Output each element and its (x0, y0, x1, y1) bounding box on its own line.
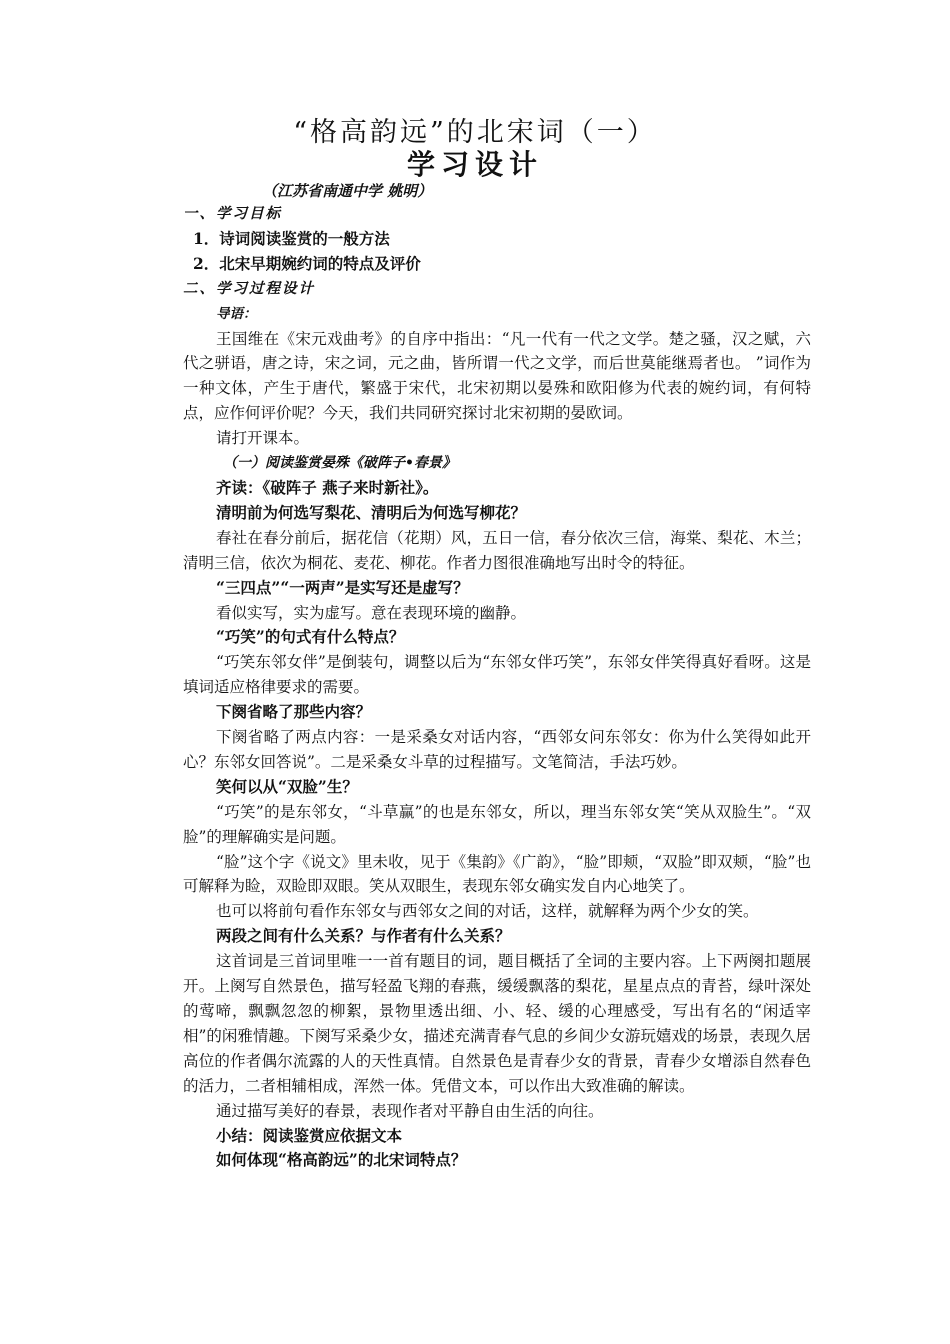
answer-4: 下阕省略了两点内容：一是采桑女对话内容，“西邻女问东邻女：你为什么笑得如此开心？东邻女回答说”。二是采桑女斗草的过程描写。文笔简洁，手法巧妙。 (183, 728, 811, 771)
document-title: “格高韵远”的北宋词（一） (293, 117, 657, 148)
open-textbook-line: 请打开课本。 (216, 429, 310, 448)
answer-5a: “巧笑”的是东邻女，“斗草赢”的也是东邻女，所以，理当东邻女笑“笑从双脸生”。“双脸”的理解确实是问题。 (183, 802, 811, 846)
answer-2: 看似实写，实为虚写。意在表现环境的幽静。 (216, 603, 527, 622)
intro-paragraph: 王国维在《宋元戏曲考》的自序中指出：“凡一代有一代之文学。楚之骚，汉之赋，六代之骈语，唐之诗，宋之词，元之曲，皆所谓一代之文学，而后世莫能继焉者也。 ”词作为一种文体，产生于唐代，繁盛于宋代，北宋初期以晏殊和欧阳修为代表的婉约词，有何特点，应作何评价呢？今天，我们共同研究探讨北宋初期的晏欧词。 (183, 329, 811, 423)
question-8: 如何体现“格高韵远”的北宋词特点？ (216, 1150, 467, 1170)
question-6: 两段之间有什么关系？与作者有什么关系？ (216, 926, 511, 946)
answer-5b: “脸”这个字《说文》里未收，见于《集韵》《广韵》，“脸”即颊，“双脸”即双颊，“脸”也可解释为睑，双睑即双眼。笑从双眼生，表现东邻女确实发自内心地笑了。 (183, 852, 811, 896)
answer-6: 这首词是三首词里唯一一首有题目的词，题目概括了全词的主要内容。上下两阕扣题展开。上阕写自然景色，描写轻盈飞翔的春燕，缓缓飘落的梨花，星星点点的青苔，绿叶深处的莺啼，飘飘忽忽的柳絮，景物里透出细、小、轻、缓的心理感受，写出有名的“闲适宰相”的闲雅情趣。下阕写采桑少女，描述充满青春气息的乡间少女游玩嬉戏的场景，表现久居高位的作者偶尔流露的人的天性真情。自然景色是青春少女的背景，青春少女增添自然春色的活力，二者相辅相成，浑然一体。凭借文本，可以作出大致准确的解读。 (183, 952, 811, 1095)
section-heading-goals: 一、学习目标 (183, 205, 282, 222)
goal-item-1: 1．诗词阅读鉴赏的一般方法 (193, 228, 390, 248)
answer-3: “巧笑东邻女伴”是倒装句，调整以后为“东邻女伴巧笑”，东邻女伴笑得真好看呀。这是填词适应格律要求的需要。 (183, 653, 811, 697)
question-4: 下阕省略了那些内容？ (216, 702, 372, 722)
summary-line: 小结：阅读鉴赏应依据文本 (216, 1125, 403, 1145)
document-body (183, 202, 811, 1173)
section-heading-process: 二、学习过程设计 (183, 279, 315, 297)
question-1: 清明前为何选写梨花、清明后为何选写柳花？ (216, 502, 527, 522)
question-3: “巧笑”的句式有什么特点？ (216, 627, 405, 647)
goal-item-2: 2．北宋早期婉约词的特点及评价 (193, 253, 421, 273)
answer-5c: 也可以将前句看作东邻女与西邻女之间的对话，这样，就解释为两个少女的笑。 (216, 902, 759, 921)
read-aloud-line: 齐读：《破阵子 燕子来时新社》。 (216, 477, 439, 497)
author-line: （江苏省南通中学 姚明） (262, 182, 433, 200)
document-subtitle: 学习设计 (406, 148, 543, 181)
answer-1: 春社在春分前后，据花信（花期）风，五日一信，春分依次三信，海棠、梨花、木兰；清明三信，依次为桐花、麦花、柳花。作者力图很准确地写出时令的特征。 (183, 528, 811, 572)
answer-7: 通过描写美好的春景，表现作者对平静自由生活的向往。 (216, 1101, 604, 1120)
subsection-heading-1: （一）阅读鉴赏晏殊《破阵子•春景》 (223, 455, 456, 472)
intro-label: 导语： (216, 305, 257, 322)
question-2: “三四点”“一两声”是实写还是虚写？ (216, 577, 469, 597)
question-5: 笑何以从“双脸”生？ (216, 776, 358, 796)
